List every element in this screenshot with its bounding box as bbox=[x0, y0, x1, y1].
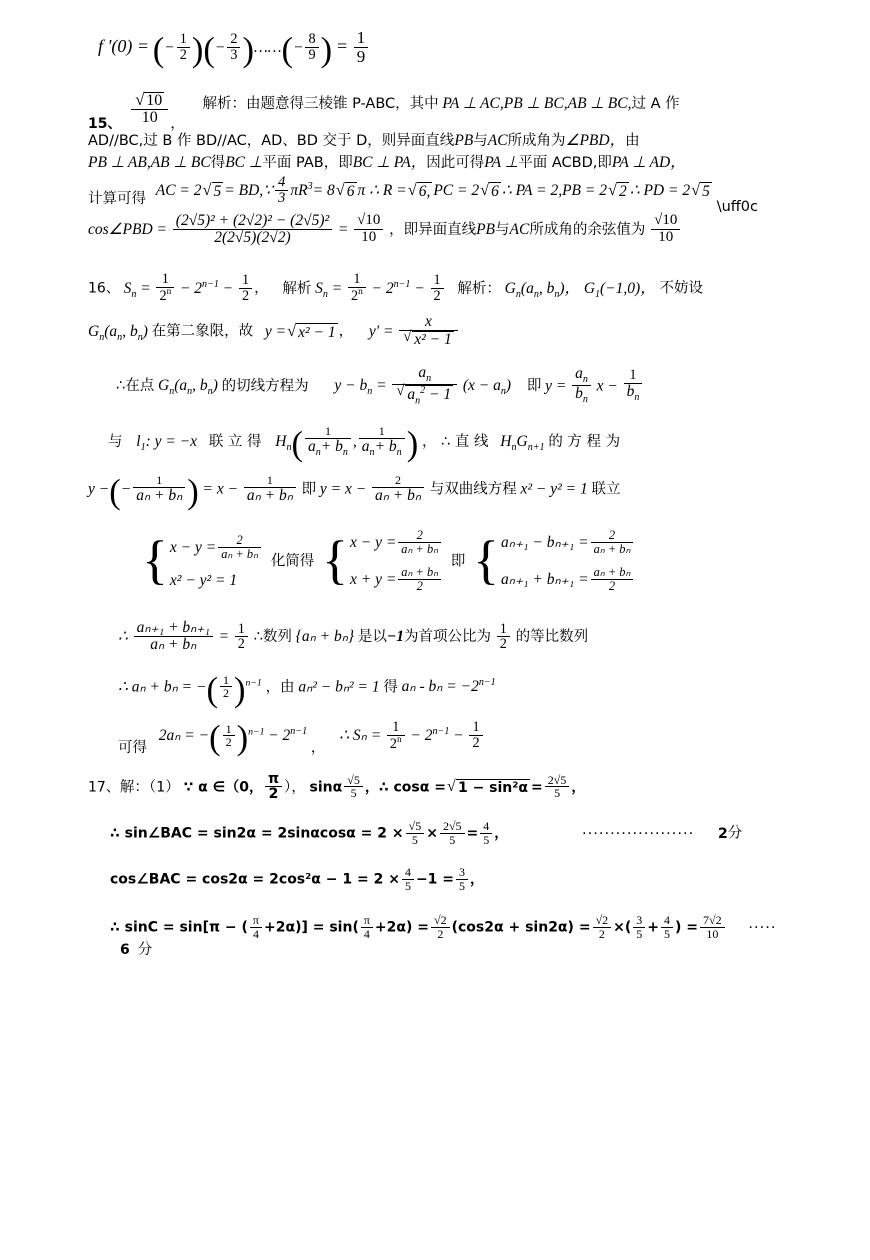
paren-close-icon: ) bbox=[236, 719, 249, 758]
sqrt-1-minus-sin2-icon: √ 1 − sin²α bbox=[447, 779, 530, 797]
item-16-t4: 的切线方程为 bbox=[221, 378, 309, 395]
item-15-t8: 平面 PAB，即 bbox=[262, 155, 353, 172]
item-15-line-5 bbox=[88, 211, 788, 248]
system-3-row-2: aₙ₊₁ + bₙ₊₁ = $\frac{\text{aₙ + bₙ}}{2}$ bbox=[501, 562, 635, 599]
item-16-t6: 与 bbox=[108, 434, 123, 451]
res2-prefix: ∴ Sₙ = bbox=[339, 727, 382, 745]
item-15-formula-1: PA ⊥ AC,PB ⊥ BC,AB ⊥ BC, bbox=[442, 94, 632, 112]
g-n-point: $G_n(a_n$, $b_n$)， bbox=[504, 279, 581, 300]
frac-pi-4b: $\frac{\pi}{4}$ bbox=[361, 914, 373, 940]
frac-2-3: $\frac{2}{3}$ bbox=[227, 32, 240, 63]
item-16-t19: 得 bbox=[383, 679, 398, 696]
item-15-line-2 bbox=[88, 132, 788, 150]
comma: ， bbox=[470, 871, 485, 888]
item-16-t15: ∴数列 bbox=[253, 629, 292, 646]
eq-mid: = x − bbox=[202, 480, 239, 498]
sqrt-6c-icon: √ 6 bbox=[480, 182, 501, 201]
calc-c: ∵ bbox=[263, 182, 274, 200]
frac-4-5c: $\frac{4}{5}$ bbox=[661, 914, 673, 940]
score-1: 2 bbox=[717, 825, 728, 842]
deriv-frac: x √ x² − 1 bbox=[399, 314, 458, 349]
cos-pbd-frac: $\frac{\text{(2√5)² + (2√2)² − (2√5)²}}{2(2√5)(2√2)}$ bbox=[173, 213, 332, 247]
item-16-t11: 与双曲线方程 bbox=[429, 481, 517, 498]
item-15-calc bbox=[155, 173, 717, 207]
item-16-line-1 bbox=[88, 273, 788, 305]
factor-2: (− $\frac{2}{3}$ ) bbox=[203, 30, 254, 69]
calc-i: ∴ PA = 2,PB = 2 bbox=[501, 182, 607, 200]
frac-7sqrt2-10: $\frac{7√2}{10}$ bbox=[700, 914, 725, 940]
sn-minus-1: − $2^{n-1}$ − bbox=[179, 278, 234, 297]
calc-e: 3 bbox=[307, 181, 313, 193]
frac: $\frac{2}{\text{aₙ + bₙ}}$ bbox=[398, 529, 441, 556]
item-15-f5: PB ⊥ AB,AB ⊥ BC bbox=[88, 154, 211, 172]
comma: ， bbox=[254, 280, 269, 297]
ratio-prefix: ∴ bbox=[118, 628, 128, 646]
item-16-line-2 bbox=[88, 315, 788, 350]
sqrt5-over-5-frac: $\frac{√5}{5}$ bbox=[344, 774, 363, 800]
item-16-t18: ，由 bbox=[265, 679, 295, 696]
item-15-t11: 计算可得 bbox=[88, 191, 146, 208]
ratio-result-frac: $\frac{1}{2}$ bbox=[235, 622, 248, 653]
sn-frac-2: $\frac{1}{2}$ bbox=[239, 273, 252, 304]
sequence-label: {aₙ + bₙ} bbox=[295, 628, 355, 646]
calc-a: AC = 2 bbox=[155, 182, 202, 200]
g-1-point: $G_1(-1,0)$， bbox=[583, 279, 656, 300]
eq-frac-1: $\frac{1}{\text{aₙ + bₙ}}$ bbox=[133, 474, 185, 504]
times-open: ×( bbox=[613, 919, 632, 936]
item-16-number: 16、 bbox=[88, 280, 120, 297]
item-16-t2: 在第二象限，故 bbox=[151, 323, 254, 340]
ab3-eq: $a_n - b_n = -2^{n-1}$ bbox=[401, 677, 496, 696]
item-15-text-1: 由题意得三棱锥 P-ABC，其中 bbox=[245, 95, 439, 112]
sqrt-5-icon: √ 5 bbox=[203, 182, 224, 201]
comma: ， bbox=[571, 779, 586, 796]
paren-open-icon: ( bbox=[152, 31, 165, 69]
sn-frac-1b: $\frac{1}{2^n}$ bbox=[348, 272, 366, 304]
ji-x: x − bbox=[596, 377, 618, 395]
sn-frac-1: $\frac{1}{2^n}$ bbox=[156, 272, 174, 304]
tangent-frac: $a_n$ √ $a_n^2 - 1$ bbox=[392, 365, 457, 408]
sn-repeat: $S_n$ = bbox=[315, 279, 343, 300]
paren-close-icon: ) bbox=[233, 670, 246, 709]
document-content bbox=[88, 30, 788, 961]
item-16-t8: ， ∴ 直 线 bbox=[421, 434, 489, 451]
h-comma: , bbox=[352, 433, 357, 451]
item-15-t12: ，即异面直线 bbox=[389, 222, 477, 239]
sn-minus-1b: − $2^{n-1}$ − bbox=[371, 278, 425, 297]
comma: ， bbox=[170, 115, 185, 132]
paren-close-icon: ) bbox=[191, 31, 204, 69]
hyperbola-eq: x² − y² = 1 bbox=[520, 480, 588, 498]
curve-eq: y = √ x² − 1 bbox=[265, 323, 339, 340]
item-16-systems bbox=[88, 525, 788, 599]
paren-open-icon: ( bbox=[109, 472, 121, 511]
item-16-t9: 的 方 程 为 bbox=[548, 434, 621, 451]
calc-g: π ∴ R = bbox=[357, 182, 407, 200]
score-2-unit: 分 bbox=[137, 941, 153, 958]
item-16-line-3 bbox=[88, 363, 788, 409]
paren-open-icon: ( bbox=[209, 719, 221, 758]
cos-alpha-lhs: ，∴ cosα = bbox=[364, 779, 446, 796]
item-15-text-2: 过 A 作 bbox=[631, 95, 680, 112]
plus: + bbox=[647, 919, 660, 936]
item-15-f6: BC ⊥ bbox=[225, 154, 263, 172]
item-16-line-4 bbox=[88, 424, 788, 464]
h-n-label: $H_n$ bbox=[275, 433, 292, 454]
minus-one: −1 = bbox=[415, 871, 455, 888]
item-17-line-2 bbox=[88, 818, 788, 847]
one-over-bn-frac: $\frac{1}{b_n}$ bbox=[624, 368, 643, 404]
item-15-line-1 bbox=[88, 91, 788, 132]
trailing-comma: \uff0c bbox=[716, 199, 758, 216]
cos-pbd-lhs: cos∠PBD = bbox=[88, 221, 168, 239]
leader-dots-2: ····· bbox=[748, 919, 777, 936]
sinc-lhs: ∴ sinC = sin[π − ( bbox=[110, 919, 248, 936]
frac-3-5b: $\frac{3}{5}$ bbox=[633, 914, 645, 940]
sqrt-6b-icon: √ 6, bbox=[408, 182, 433, 201]
brace-icon: { bbox=[322, 530, 348, 591]
item-15-f9: PA ⊥ AD， bbox=[611, 154, 686, 172]
sqrt-2-icon: √ 2 bbox=[608, 182, 629, 201]
hg-label: $H_nG_{n+1}$ bbox=[500, 433, 545, 454]
paren-close-icon: ) bbox=[242, 31, 254, 69]
sqrt-10-icon: √ 10 bbox=[135, 92, 164, 110]
ab-prefix: ∴ aₙ + bₙ = − bbox=[118, 678, 207, 696]
leader-dots-1: ···················· bbox=[582, 825, 695, 842]
item-16-t10: 即 bbox=[301, 481, 317, 498]
sinc-mid: +2α)] = sin( bbox=[263, 919, 359, 936]
ratio-eq: = bbox=[218, 628, 230, 646]
tangent-lhs: $y - b_n$ = bbox=[334, 377, 387, 398]
item-17-because: ∵ α ∈（0， bbox=[183, 779, 263, 796]
tangent-tail: $(x - a_n)$ bbox=[462, 377, 512, 398]
sqrt-an2-1-icon: √ $a_n^2 - 1$ bbox=[396, 385, 453, 407]
item-15-t14: 所成角的余弦值为 bbox=[529, 222, 646, 239]
frac-sqrt2-2: $\frac{√2}{2}$ bbox=[431, 914, 450, 940]
item-15-t4: 与 bbox=[473, 133, 488, 150]
res-minus: − $2^{n-1}$ bbox=[268, 726, 308, 745]
calc-j: ∴ PD = 2 bbox=[629, 182, 691, 200]
comma: ， bbox=[338, 323, 354, 340]
close-equals: ) = bbox=[675, 919, 699, 936]
sqrt-6-icon: √ 6 bbox=[336, 182, 357, 201]
frac-pi-4: $\frac{\pi}{4}$ bbox=[250, 914, 262, 940]
factor-3: (− $\frac{8}{9}$ ) bbox=[281, 30, 333, 69]
sqrt-x2-1b-icon: √ x² − 1 bbox=[403, 331, 454, 348]
item-16-t5: 即 bbox=[526, 378, 542, 395]
item-15-text-3: AD//BC,过 B 作 BD//AC，AD、BD 交于 D，则异面直线 bbox=[88, 133, 455, 150]
item-17-line-4 bbox=[88, 915, 788, 958]
item-17-line-1 bbox=[88, 770, 788, 803]
factor-1: (− $\frac{1}{2}$ ) bbox=[152, 30, 204, 69]
item-16-t13: 化简得 bbox=[270, 553, 315, 570]
frac-1-2: $\frac{1}{2}$ bbox=[177, 32, 190, 63]
system-2-row-1: x − y = $\frac{2}{\text{aₙ + bₙ}}$ bbox=[350, 525, 443, 562]
equals-sign: = bbox=[335, 35, 349, 56]
system-1-row-2: x² − y² = 1 bbox=[169, 571, 238, 589]
system-3 bbox=[473, 525, 635, 599]
g-n-point-3: $G_n(a_n$, $b_n$) bbox=[157, 377, 218, 398]
frac-result-1-9: $\frac{1}{9}$ bbox=[354, 29, 369, 66]
item-16-t14: 即 bbox=[450, 553, 466, 570]
item-16-t16: 是以 bbox=[357, 629, 387, 646]
item-16-t17: 的等比数列 bbox=[515, 629, 589, 646]
ab2-eq: aₙ² − bₙ² = 1 bbox=[298, 678, 380, 696]
calc-d: πR bbox=[290, 182, 308, 200]
system-2 bbox=[322, 525, 443, 599]
h-frac-2: $\frac{1}{a_n+ b_n}$ bbox=[359, 425, 405, 458]
cos-result-frac: $\frac{√10}{10}$ bbox=[354, 213, 383, 246]
cos-bac-lhs: cos∠BAC = cos2α = 2cos²α − 1 = 2 × bbox=[110, 871, 400, 888]
ji-y: y = bbox=[545, 377, 567, 395]
times: × bbox=[426, 825, 438, 842]
item-15-f4: ∠PBD， bbox=[565, 132, 626, 150]
eq2-y: y = x − bbox=[319, 480, 367, 498]
item-15-t7: 得 bbox=[210, 155, 226, 172]
ratio-frac: $\frac{\text{aₙ₊₁ + bₙ₊₁}}{\text{aₙ + bₙ}}$ bbox=[134, 620, 213, 654]
paren-open-icon: ( bbox=[291, 425, 304, 464]
common-ratio-frac: $\frac{1}{2}$ bbox=[497, 622, 510, 653]
pi-over-2-frac: $\frac{\pi}{2}$ bbox=[265, 772, 282, 802]
item-16-t20: 可得 bbox=[118, 740, 147, 757]
res-lhs: 2aₙ = − bbox=[158, 727, 210, 745]
sqrt-5b-icon: √ 5 bbox=[691, 182, 712, 201]
brace-icon: { bbox=[473, 530, 500, 591]
sn-frac-2b: $\frac{1}{2}$ bbox=[431, 273, 444, 304]
item-15-final-frac: $\frac{√10}{10}$ bbox=[651, 213, 680, 246]
paren-open-icon: ( bbox=[206, 670, 218, 709]
frac-2sqrt5-5: $\frac{2√5}{5}$ bbox=[440, 820, 465, 846]
system-1 bbox=[142, 530, 263, 595]
res2-frac-2: $\frac{1}{2}$ bbox=[469, 720, 482, 751]
paren-close-icon: ) bbox=[187, 472, 199, 511]
frac-sqrt2-2b: $\frac{√2}{2}$ bbox=[593, 914, 612, 940]
frac-8-9: $\frac{8}{9}$ bbox=[305, 32, 318, 63]
score-1-unit: 分 bbox=[727, 825, 743, 842]
res2-frac-1: $\frac{1}{2^n}$ bbox=[387, 720, 405, 752]
analysis-label: 解析： bbox=[202, 95, 246, 112]
item-16-ratio-line bbox=[88, 621, 788, 655]
item-16-line-5: y −(− $\frac{1}{\text{aₙ + bₙ}}$ ) = x − $\frac{1}{\text{aₙ + bₙ}}$ 即 y = x − $\frac{2}{\text{aₙ + bₙ}}$ 与双曲线方程 x² − y² = 1 联立 bbox=[88, 472, 621, 511]
item-15-t10: 平面 ACBD,即 bbox=[518, 155, 612, 172]
item-15-f2: PB bbox=[454, 132, 474, 150]
close-paren: ）， bbox=[284, 779, 306, 796]
score-2: 6 bbox=[120, 941, 130, 958]
frac-4-3: $\frac{4}{3}$ bbox=[275, 175, 288, 207]
item-15-t9: 因此可得 bbox=[426, 155, 485, 172]
sin-alpha: sinα bbox=[309, 779, 343, 796]
calc-f: = 8 bbox=[312, 182, 335, 200]
cos-result-frac: $\frac{2√5}{5}$ bbox=[545, 774, 570, 800]
l1-eq: $l_1$: y = −x bbox=[136, 433, 198, 454]
paren-open-icon: ( bbox=[203, 31, 215, 69]
item-16-t7: 联 立 得 bbox=[208, 434, 262, 451]
item-15-f8: PA ⊥ bbox=[484, 154, 519, 172]
system-1-row-1: x − y = $\frac{2}{\text{aₙ + bₙ}}$ bbox=[170, 530, 263, 567]
item-15-f3: AC bbox=[487, 132, 508, 150]
item-16-t1: 不妨设 bbox=[659, 280, 703, 297]
cos-eq: = bbox=[337, 221, 349, 239]
first-term: −1 bbox=[386, 628, 405, 646]
frac-4-5b: $\frac{4}{5}$ bbox=[402, 866, 414, 892]
sn-label: $S_n$ = bbox=[123, 279, 151, 300]
item-16-ab-line bbox=[88, 670, 788, 709]
deriv-lhs: y′ = bbox=[368, 322, 394, 340]
ab-exp: n−1 bbox=[245, 677, 262, 689]
item-16-t21: ， bbox=[310, 740, 326, 757]
top-formula-lhs: f '(0) = bbox=[98, 35, 149, 56]
frac: $\frac{2}{\text{aₙ + bₙ}}$ bbox=[218, 534, 261, 561]
eq2-frac: $\frac{2}{\text{aₙ + bₙ}}$ bbox=[372, 474, 424, 504]
calc-h: PC = 2 bbox=[433, 182, 480, 200]
paren-close-icon: ) bbox=[406, 425, 419, 464]
item-17-line-3 bbox=[88, 867, 788, 893]
sqrt-x2-1-icon: √ x² − 1 bbox=[287, 323, 338, 342]
item-15-answer-frac: √ $\frac{10}{10}$ bbox=[131, 92, 168, 128]
item-15-line-4 bbox=[88, 173, 788, 216]
item-15-line-3 bbox=[88, 154, 788, 172]
frac: $\frac{2}{\text{aₙ + bₙ}}$ bbox=[591, 529, 634, 556]
paren-close-icon: ) bbox=[320, 31, 333, 69]
item-17-number: 17、 bbox=[88, 779, 120, 796]
item-16-t12: 联立 bbox=[591, 481, 621, 498]
ellipsis: …… bbox=[253, 38, 282, 56]
sinc-mid2: +2α) = bbox=[374, 919, 430, 936]
analysis-label-2: 解析： bbox=[457, 280, 501, 297]
brace-icon: { bbox=[142, 530, 168, 591]
calc-b: = BD, bbox=[224, 182, 264, 200]
frac-3-5: $\frac{3}{5}$ bbox=[456, 866, 468, 892]
frac: $\frac{\text{aₙ + bₙ}}{2}$ bbox=[398, 566, 441, 593]
eq-frac-2: $\frac{1}{\text{aₙ + bₙ}}$ bbox=[244, 474, 296, 504]
top-formula bbox=[88, 30, 788, 67]
ab-frac: $\frac{1}{2}$ bbox=[220, 674, 232, 700]
item-15-number: 15、 bbox=[88, 115, 122, 132]
frac: $\frac{\text{aₙ + bₙ}}{2}$ bbox=[591, 566, 634, 593]
eq-y: y − bbox=[88, 480, 110, 498]
res2-mid: − $2^{n-1}$ − bbox=[410, 726, 464, 745]
frac-sqrt5-5: $\frac{√5}{5}$ bbox=[406, 820, 425, 846]
comma: ， bbox=[494, 825, 509, 842]
analysis-label-1: 解析 bbox=[282, 280, 312, 297]
item-16-t16c: 为首项公比为 bbox=[404, 629, 492, 646]
system-3-row-1: aₙ₊₁ − bₙ₊₁ = $\frac{2}{\text{aₙ + bₙ}}$ bbox=[501, 525, 635, 562]
h-frac-1: $\frac{1}{a_n+ b_n}$ bbox=[305, 425, 351, 458]
item-15-f11: PB bbox=[476, 221, 496, 239]
item-17-part1: （1） bbox=[148, 779, 180, 796]
item-15-t13: 与 bbox=[495, 222, 510, 239]
item-17-jie: 解： bbox=[119, 779, 149, 796]
g-n-point-2: $G_n(a_n$, $b_n$) bbox=[88, 322, 148, 343]
item-15-f12: AC bbox=[509, 221, 530, 239]
an-over-bn-frac: $\frac{a_n}{b_n}$ bbox=[572, 366, 591, 406]
sinc-mid3: (cos2α + sin2α) = bbox=[451, 919, 591, 936]
item-15-t5: 所成角为 bbox=[507, 133, 566, 150]
item-16-t3: ∴在点 bbox=[116, 378, 155, 395]
paren-open-icon: ( bbox=[281, 31, 294, 69]
equals: = bbox=[466, 825, 479, 842]
item-15-f7: BC ⊥ PA， bbox=[352, 154, 427, 172]
res-frac: $\frac{1}{2}$ bbox=[223, 723, 235, 749]
item-16-result-line bbox=[88, 718, 788, 758]
system-2-row-2: x + y = $\frac{\text{aₙ + bₙ}}{2}$ bbox=[350, 562, 443, 599]
sin-bac-lhs: ∴ sin∠BAC = sin2α = 2sinαcosα = 2 × bbox=[110, 825, 404, 842]
res-exp: n−1 bbox=[248, 726, 265, 738]
item-15-t6: 由 bbox=[625, 133, 640, 150]
cos-eq: = bbox=[531, 779, 543, 796]
frac-4-5: $\frac{4}{5}$ bbox=[480, 820, 492, 846]
